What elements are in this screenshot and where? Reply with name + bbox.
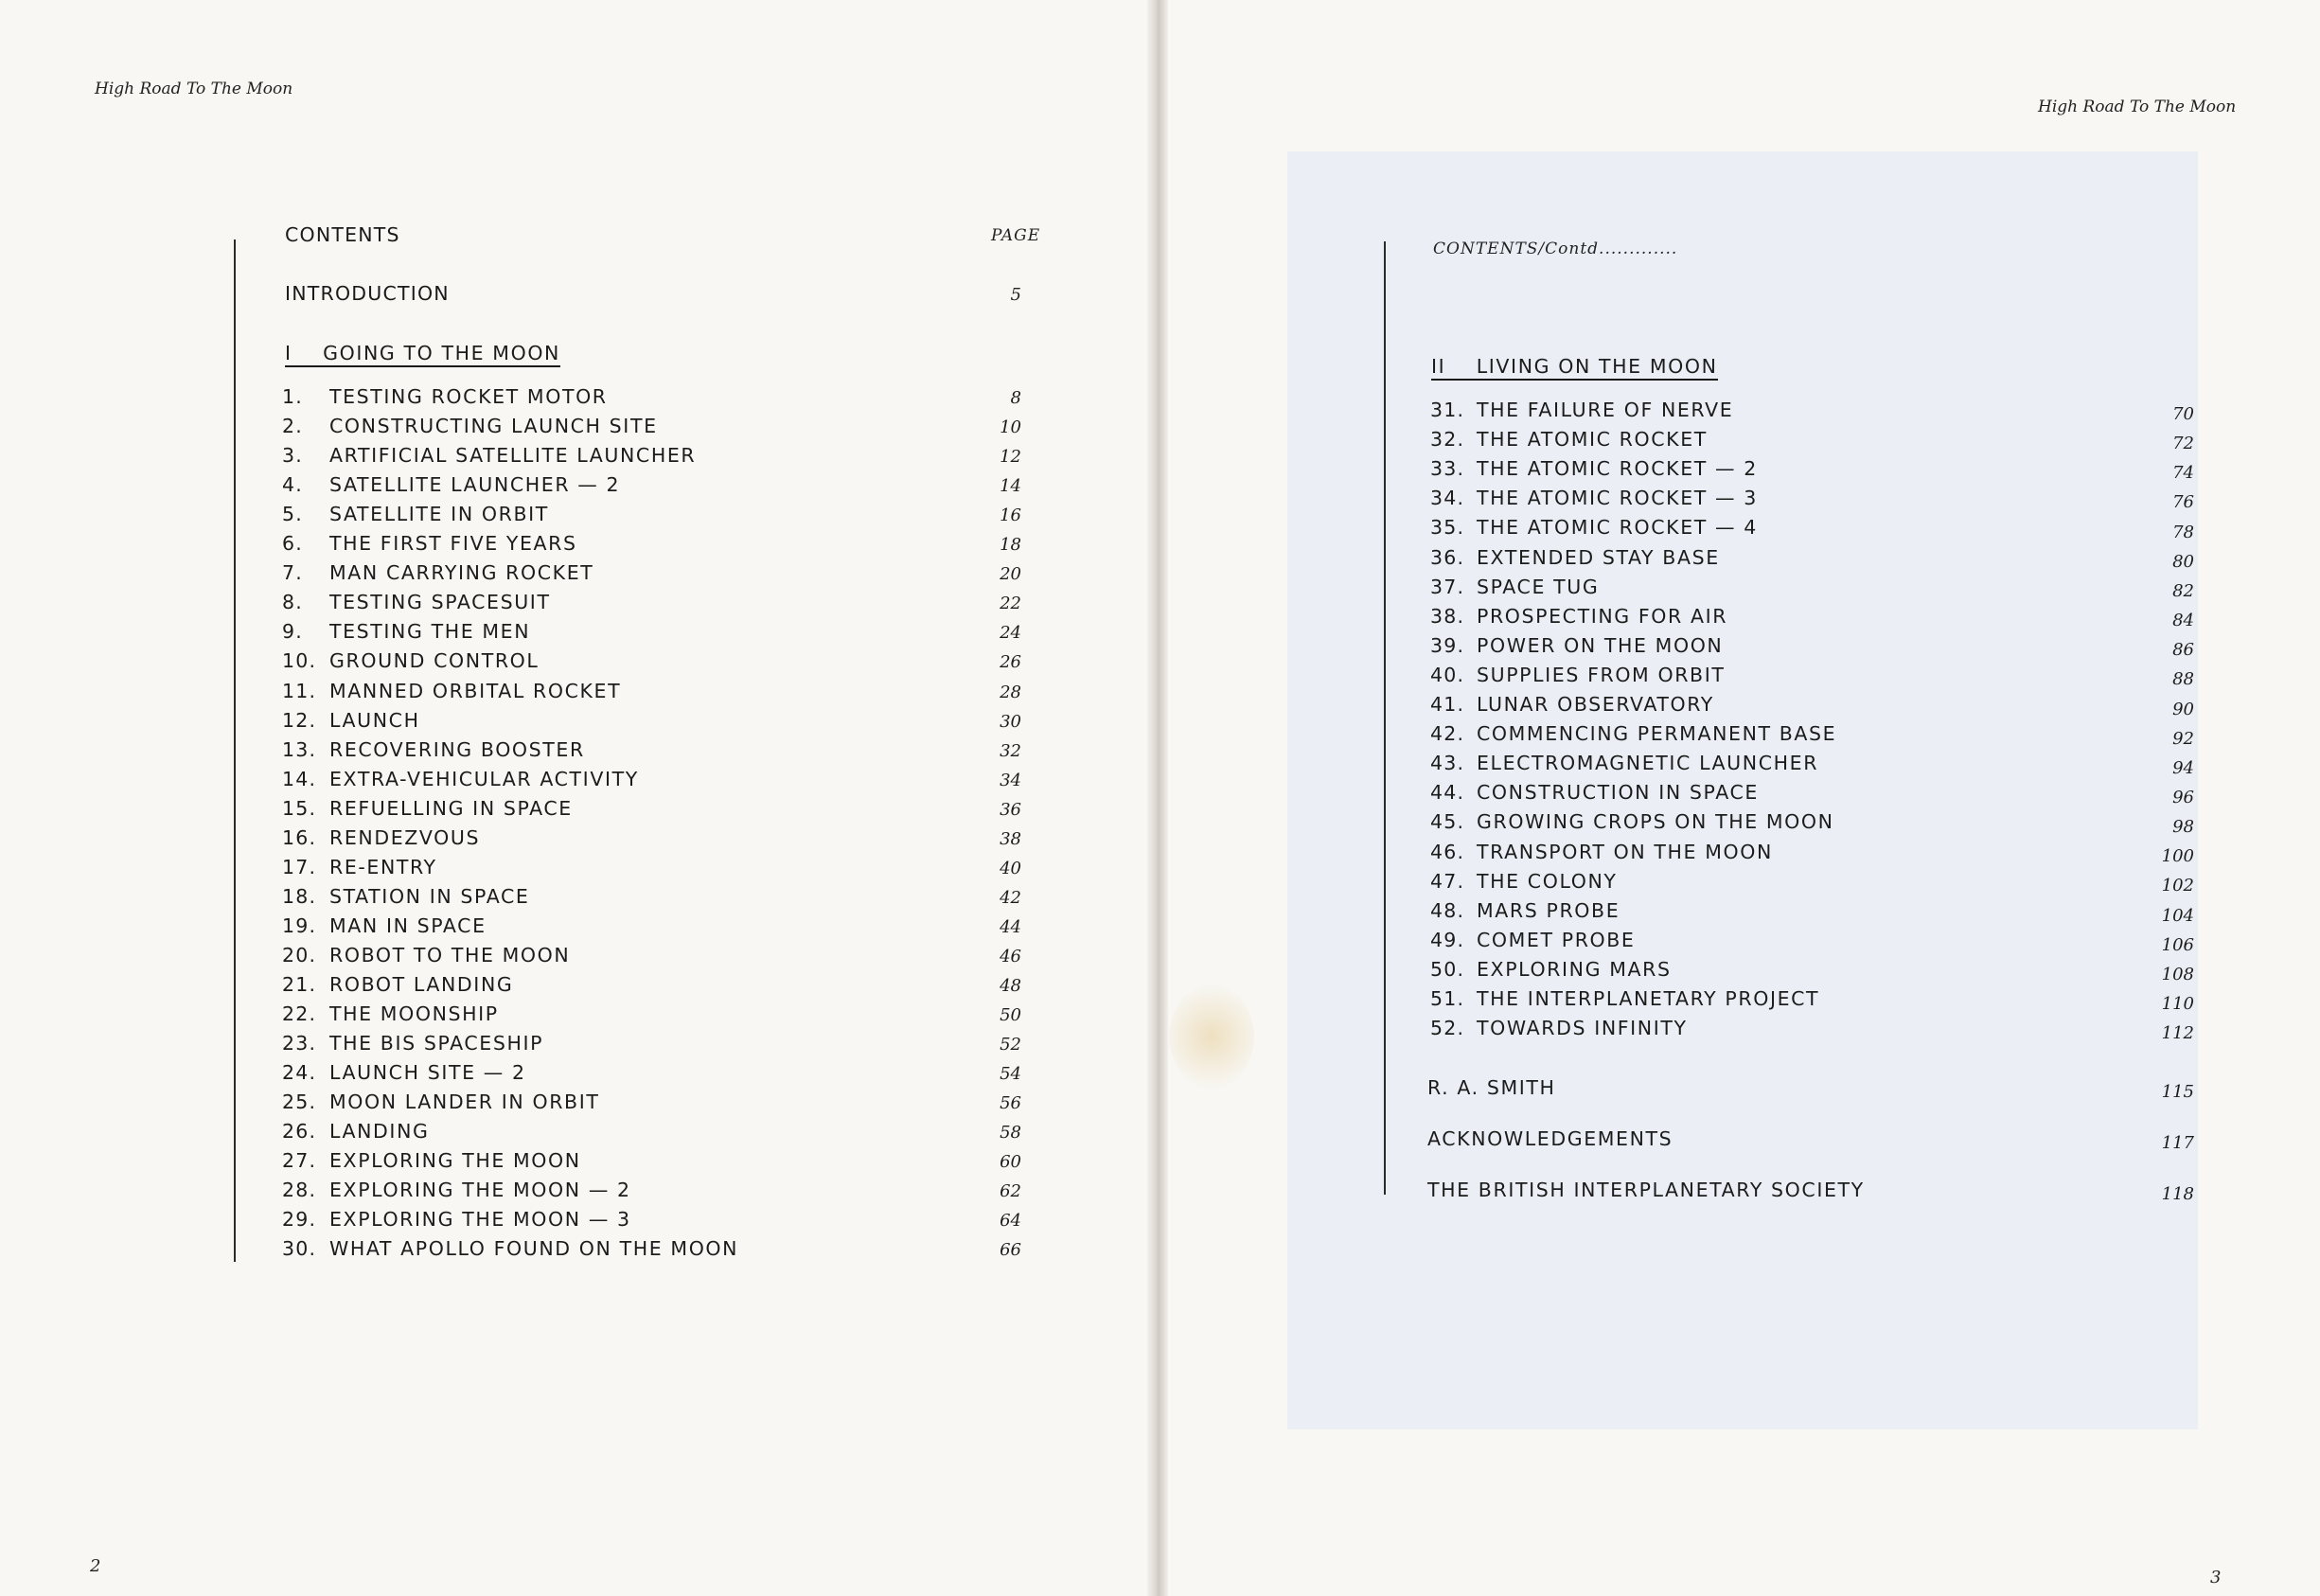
toc-entry-number: 7.	[282, 561, 303, 585]
toc-entry-number: 48.	[1430, 898, 1465, 922]
toc-entry-page: 12	[1000, 447, 1021, 468]
toc-entry-number: 24.	[282, 1061, 317, 1085]
page-number-right: 3	[2210, 1568, 2222, 1587]
toc-entry-page: 42	[1000, 887, 1021, 908]
toc-entry-title: COMMENCING PERMANENT BASE	[1477, 722, 1837, 746]
toc-entry-page: 10	[1000, 417, 1021, 438]
toc-entry-page: 46	[1000, 946, 1021, 966]
toc-entry-number: 43.	[1430, 752, 1465, 775]
toc-entry-title: EXPLORING THE MOON — 2	[329, 1179, 631, 1202]
toc-entry-number: 41.	[1430, 693, 1465, 716]
toc-entry-page: 86	[2172, 640, 2194, 661]
toc-entry-number: 30.	[282, 1237, 317, 1261]
toc-entry-number: 5.	[282, 503, 303, 526]
toc-entry-title: LAUNCH SITE — 2	[329, 1061, 526, 1085]
toc-entry-number: 1.	[282, 385, 303, 408]
toc-entry-number: 21.	[282, 973, 317, 996]
toc-entry-number: 6.	[282, 532, 303, 556]
toc-entry-title: TRANSPORT ON THE MOON	[1477, 840, 1773, 863]
toc-entry-title: THE ATOMIC ROCKET — 2	[1477, 457, 1758, 481]
toc-entry-page: 50	[1000, 1005, 1021, 1026]
toc-entry-page: 64	[1000, 1211, 1021, 1232]
toc-entry-title: REFUELLING IN SPACE	[329, 796, 573, 820]
toc-entry-title: TOWARDS INFINITY	[1477, 1017, 1688, 1040]
toc-entry-number: 52.	[1430, 1017, 1465, 1040]
toc-entry-title: CONSTRUCTION IN SPACE	[1477, 781, 1759, 805]
toc-entry-page: 36	[1000, 799, 1021, 820]
toc-entry-number: 51.	[1430, 987, 1465, 1010]
running-head-right: High Road To The Moon	[2038, 98, 2237, 116]
toc-entry-title: THE ATOMIC ROCKET	[1477, 428, 1708, 452]
toc-entry-page: 98	[2172, 817, 2194, 838]
toc-entry-number: 9.	[282, 620, 303, 644]
toc-entry-page: 60	[1000, 1152, 1021, 1173]
toc-entry-number: 17.	[282, 855, 317, 878]
toc-entry-page: 66	[1000, 1240, 1021, 1261]
toc-entry-title: THE INTERPLANETARY PROJECT	[1477, 987, 1820, 1010]
toc-entry-title: LANDING	[329, 1120, 430, 1144]
toc-entry-title: ROBOT LANDING	[329, 973, 514, 996]
toc-entry-number: 3.	[282, 444, 303, 468]
toc-entry-number: 15.	[282, 796, 317, 820]
toc-entry-number: 8.	[282, 591, 303, 614]
toc-entry-title: THE ATOMIC ROCKET — 4	[1477, 516, 1758, 540]
toc-entry-number: 34.	[1430, 487, 1465, 510]
toc-entry-title: WHAT APOLLO FOUND ON THE MOON	[329, 1237, 739, 1261]
toc-entry-page: 54	[1000, 1064, 1021, 1085]
toc-entry-title: MOON LANDER IN ORBIT	[329, 1091, 600, 1114]
toc-entry-title: RENDEZVOUS	[329, 825, 481, 849]
toc-entry-title: ROBOT TO THE MOON	[329, 943, 571, 966]
toc-entry-number: 23.	[282, 1032, 317, 1055]
toc-entry-page: 92	[2172, 728, 2194, 749]
toc-entry-page: 110	[2161, 994, 2194, 1014]
toc-entry-number: 31.	[1430, 399, 1465, 421]
toc-entry-title: STATION IN SPACE	[329, 884, 530, 908]
toc-entry-page: 14	[1000, 476, 1021, 497]
toc-entry-title: SUPPLIES FROM ORBIT	[1477, 663, 1726, 686]
introduction-page: 5	[1010, 285, 1021, 305]
toc-entry-number: 28.	[282, 1179, 317, 1202]
toc-entry-number: 19.	[282, 913, 317, 937]
toc-entry-page: 58	[1000, 1123, 1021, 1144]
toc-entry-number: 35.	[1430, 516, 1465, 540]
toc-entry-number: 36.	[1430, 545, 1465, 569]
toc-entry-title: MARS PROBE	[1477, 898, 1620, 922]
toc-entry-title: PROSPECTING FOR AIR	[1477, 604, 1728, 628]
toc-entry-title: TESTING ROCKET MOTOR	[329, 385, 608, 408]
right-vertical-rule	[1384, 241, 1386, 1195]
toc-entry-title: RE-ENTRY	[329, 855, 437, 878]
toc-entry-number: 39.	[1430, 633, 1465, 657]
toc-entry-title: EXTRA-VEHICULAR ACTIVITY	[329, 767, 639, 790]
toc-entry-page: 20	[1000, 564, 1021, 585]
toc-extra-page: 115	[2161, 1082, 2194, 1102]
toc-entry-page: 22	[1000, 594, 1021, 614]
toc-entry-number: 13.	[282, 737, 317, 761]
toc-entry-title: LUNAR OBSERVATORY	[1477, 693, 1714, 716]
toc-entry-number: 47.	[1430, 869, 1465, 893]
toc-entry-number: 29.	[282, 1208, 317, 1232]
toc-entry-title: EXPLORING THE MOON — 3	[329, 1208, 631, 1232]
toc-entry-number: 38.	[1430, 604, 1465, 628]
toc-entry-number: 20.	[282, 943, 317, 966]
paper-stain	[1169, 984, 1254, 1089]
toc-entry-page: 44	[1000, 916, 1021, 937]
toc-entry-page: 76	[2172, 492, 2194, 513]
toc-extra-page: 117	[2161, 1133, 2194, 1153]
toc-entry-title: LAUNCH	[329, 708, 420, 732]
toc-entry-title: EXPLORING MARS	[1477, 957, 1672, 981]
contents-label: CONTENTS	[285, 223, 400, 246]
toc-entry-page: 102	[2161, 876, 2194, 896]
toc-entry-page: 82	[2172, 580, 2194, 601]
toc-entry-title: THE BIS SPACESHIP	[329, 1032, 544, 1055]
toc-entry-number: 11.	[282, 679, 317, 702]
toc-entry-page: 112	[2161, 1023, 2194, 1044]
toc-entry-number: 2.	[282, 415, 303, 438]
toc-entry-number: 14.	[282, 767, 317, 790]
toc-entry-title: POWER ON THE MOON	[1477, 633, 1724, 657]
toc-entry-page: 88	[2172, 669, 2194, 690]
toc-entry-page: 38	[1000, 828, 1021, 849]
toc-entry-number: 26.	[282, 1120, 317, 1144]
toc-entry-number: 12.	[282, 708, 317, 732]
toc-entry-title: CONSTRUCTING LAUNCH SITE	[329, 415, 658, 438]
toc-entry-page: 52	[1000, 1035, 1021, 1055]
toc-entry-number: 10.	[282, 649, 317, 673]
toc-entry-page: 96	[2172, 787, 2194, 807]
toc-entry-page: 80	[2172, 551, 2194, 572]
toc-entry-page: 104	[2161, 905, 2194, 926]
toc-entry-page: 28	[1000, 682, 1021, 702]
toc-entry-number: 50.	[1430, 957, 1465, 981]
toc-entry-page: 24	[1000, 623, 1021, 644]
toc-entry-page: 72	[2172, 434, 2194, 454]
page-number-left: 2	[90, 1556, 101, 1576]
section-heading-going-to-moon: I GOING TO THE MOON	[285, 342, 560, 367]
toc-entry-number: 40.	[1430, 663, 1465, 686]
toc-extra-title: THE BRITISH INTERPLANETARY SOCIETY	[1427, 1179, 1865, 1201]
page-column-label: PAGE	[991, 226, 1041, 245]
toc-entry-number: 16.	[282, 825, 317, 849]
toc-entry-title: COMET PROBE	[1477, 928, 1636, 951]
toc-entry-title: GROUND CONTROL	[329, 649, 540, 673]
toc-entry-title: MAN IN SPACE	[329, 913, 487, 937]
toc-entry-number: 4.	[282, 473, 303, 497]
toc-entry-title: GROWING CROPS ON THE MOON	[1477, 810, 1834, 834]
toc-entry-page: 8	[1010, 388, 1021, 408]
toc-entry-number: 37.	[1430, 575, 1465, 598]
toc-entry-title: EXPLORING THE MOON	[329, 1149, 581, 1173]
toc-entry-title: SPACE TUG	[1477, 575, 1600, 598]
toc-extra-page: 118	[2161, 1184, 2194, 1204]
toc-entry-number: 45.	[1430, 810, 1465, 834]
toc-entry-title: THE FAILURE OF NERVE	[1477, 399, 1734, 421]
running-head-left: High Road To The Moon	[95, 80, 293, 98]
toc-entry-page: 74	[2172, 463, 2194, 484]
introduction-title: INTRODUCTION	[285, 282, 450, 305]
toc-entry-title: RECOVERING BOOSTER	[329, 737, 585, 761]
toc-entry-title: ELECTROMAGNETIC LAUNCHER	[1477, 752, 1819, 775]
toc-entry-title: SATELLITE LAUNCHER — 2	[329, 473, 621, 497]
contents-contd-label: CONTENTS/Contd.............	[1433, 239, 1678, 258]
toc-entry-title: TESTING THE MEN	[329, 620, 531, 644]
toc-entry-page: 40	[1000, 858, 1021, 878]
toc-extra-title: ACKNOWLEDGEMENTS	[1427, 1127, 1674, 1150]
toc-entry-page: 32	[1000, 740, 1021, 761]
toc-entry-number: 22.	[282, 1002, 317, 1026]
toc-entry-page: 16	[1000, 505, 1021, 526]
toc-entry-title: MANNED ORBITAL ROCKET	[329, 679, 622, 702]
toc-entry-page: 108	[2161, 964, 2194, 984]
toc-entry-title: SATELLITE IN ORBIT	[329, 503, 549, 526]
toc-entry-page: 30	[1000, 711, 1021, 732]
toc-entry-number: 44.	[1430, 781, 1465, 805]
toc-entry-title: THE ATOMIC ROCKET — 3	[1477, 487, 1758, 510]
toc-entry-number: 25.	[282, 1091, 317, 1114]
toc-entry-number: 33.	[1430, 457, 1465, 481]
toc-entry-page: 78	[2172, 522, 2194, 542]
toc-entry-title: THE FIRST FIVE YEARS	[329, 532, 577, 556]
book-gutter	[1147, 0, 1168, 1596]
toc-entry-page: 106	[2161, 934, 2194, 955]
left-page	[0, 0, 1155, 1596]
toc-entry-number: 49.	[1430, 928, 1465, 951]
toc-entry-number: 42.	[1430, 722, 1465, 746]
toc-entry-page: 48	[1000, 976, 1021, 996]
toc-entry-page: 26	[1000, 652, 1021, 673]
toc-entry-title: THE COLONY	[1477, 869, 1618, 893]
toc-entry-title: MAN CARRYING ROCKET	[329, 561, 594, 585]
toc-entry-number: 32.	[1430, 428, 1465, 452]
left-vertical-rule	[234, 239, 236, 1262]
section-heading-living-on-moon: II LIVING ON THE MOON	[1431, 355, 1718, 381]
toc-entry-page: 56	[1000, 1093, 1021, 1114]
toc-entry-page: 18	[1000, 535, 1021, 556]
toc-entry-page: 34	[1000, 770, 1021, 790]
toc-entry-number: 27.	[282, 1149, 317, 1173]
toc-entry-title: ARTIFICIAL SATELLITE LAUNCHER	[329, 444, 697, 468]
toc-entry-page: 90	[2172, 699, 2194, 719]
toc-entry-title: TESTING SPACESUIT	[329, 591, 551, 614]
toc-entry-page: 100	[2161, 846, 2194, 867]
toc-entry-page: 70	[2172, 404, 2194, 424]
toc-extra-title: R. A. SMITH	[1427, 1076, 1556, 1099]
toc-entry-title: THE MOONSHIP	[329, 1002, 499, 1026]
toc-entry-number: 46.	[1430, 840, 1465, 863]
toc-entry-page: 62	[1000, 1181, 1021, 1202]
toc-entry-number: 18.	[282, 884, 317, 908]
toc-entry-page: 84	[2172, 611, 2194, 631]
toc-entry-title: EXTENDED STAY BASE	[1477, 545, 1720, 569]
toc-entry-page: 94	[2172, 757, 2194, 778]
